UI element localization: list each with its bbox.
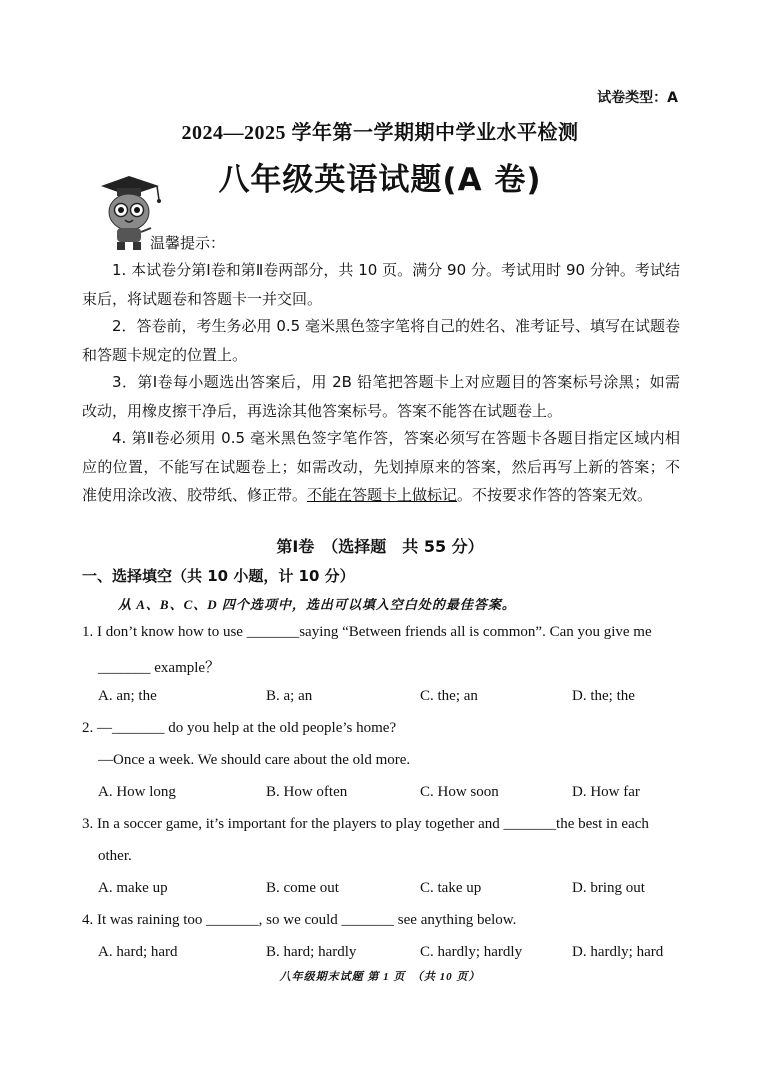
notice-item-4-text: 4. 第Ⅱ卷必须用 0.5 毫米黑色签字笔作答，答案必须写在答题卡各题目指定区域内相应的位置，不能写在试题卷上；如需改动，先划掉原来的答案，然后再写上新的答案；不准使用涂改液、胶带纸、修正带。: [82, 429, 680, 504]
question-2-option-b: B. How often: [266, 784, 348, 800]
notice-item-2: [82, 312, 680, 369]
question-2-option-d: D. How far: [572, 784, 640, 800]
question-1-option-c: C. the; an: [420, 688, 478, 704]
question-3-option-b: B. come out: [266, 880, 339, 896]
question-4-option-d: D. hardly; hard: [572, 944, 664, 960]
section-title: 第Ⅰ卷 （选择题 共 55 分）: [276, 537, 484, 556]
notice-item-1: [82, 256, 680, 313]
question-1-option-a: A. an; the: [98, 688, 157, 704]
question-4-option-c: C. hardly; hardly: [420, 944, 523, 960]
question-1-line1: 1. I don’t know how to use _______saying “Between friends all is common”. Can you give me: [82, 624, 652, 640]
question-3-line1: 3. In a soccer game, it’s important for the players to play together and _______the best in each: [82, 816, 649, 832]
question-3-option-a: A. make up: [98, 880, 168, 896]
notice-item-4: [82, 424, 680, 510]
notice-item-3-text: 3．第Ⅰ卷每小题选出答案后，用 2B 铅笔把答题卡上对应题目的答案标号涂黑；如需改动，用橡皮擦干净后，再选涂其他答案标号。答案不能答在试题卷上。: [82, 373, 680, 420]
part-instruction: 从 A、B、C、D 四个选项中，选出可以填入空白处的最佳答案。: [118, 597, 516, 612]
paper-type-label: 试卷类型：A: [597, 90, 678, 106]
question-2-option-a: A. How long: [98, 784, 176, 800]
question-2-option-c: C. How soon: [420, 784, 499, 800]
question-4-line1: 4. It was raining too _______, so we could _______ see anything below.: [82, 912, 517, 928]
notice-item-4-end: 。不按要求作答的答案无效。: [457, 486, 653, 504]
part-title: 一、选择填空（共 10 小题，计 10 分）: [82, 567, 355, 585]
question-4-option-b: B. hard; hardly: [266, 944, 357, 960]
question-3-line2: other.: [98, 848, 132, 864]
notice-item-4-underlined: 不能在答题卡上做标记: [307, 486, 458, 504]
exam-title-line2: 八年级英语试题(A 卷): [218, 162, 542, 198]
question-3-option-d: D. bring out: [572, 880, 645, 896]
question-3-option-c: C. take up: [420, 880, 482, 896]
question-1-line2: _______ example？: [98, 660, 221, 676]
question-1-option-b: B. a; an: [266, 688, 313, 704]
notice-item-2-text: 2．答卷前，考生务必用 0.5 毫米黑色签字笔将自己的姓名、准考证号、填写在试题卷和答题卡规定的位置上。: [82, 317, 680, 364]
page-footer: 八年级期末试题 第 1 页 （共 10 页）: [279, 971, 481, 983]
notice-heading: 温馨提示：: [150, 234, 226, 252]
question-2-line1: 2. —_______ do you help at the old people’s home?: [82, 720, 397, 736]
exam-title-line1: 2024—2025 学年第一学期期中学业水平检测: [181, 122, 579, 144]
question-4-option-a: A. hard; hard: [98, 944, 178, 960]
notice-item-1-text: 1. 本试卷分第Ⅰ卷和第Ⅱ卷两部分，共 10 页。满分 90 分。考试用时 90 分钟。考试结束后，将试题卷和答题卡一并交回。: [82, 261, 680, 308]
notice-item-3: [82, 368, 680, 425]
question-2-line2: —Once a week. We should care about the old more.: [98, 752, 411, 768]
question-1-option-d: D. the; the: [572, 688, 635, 704]
